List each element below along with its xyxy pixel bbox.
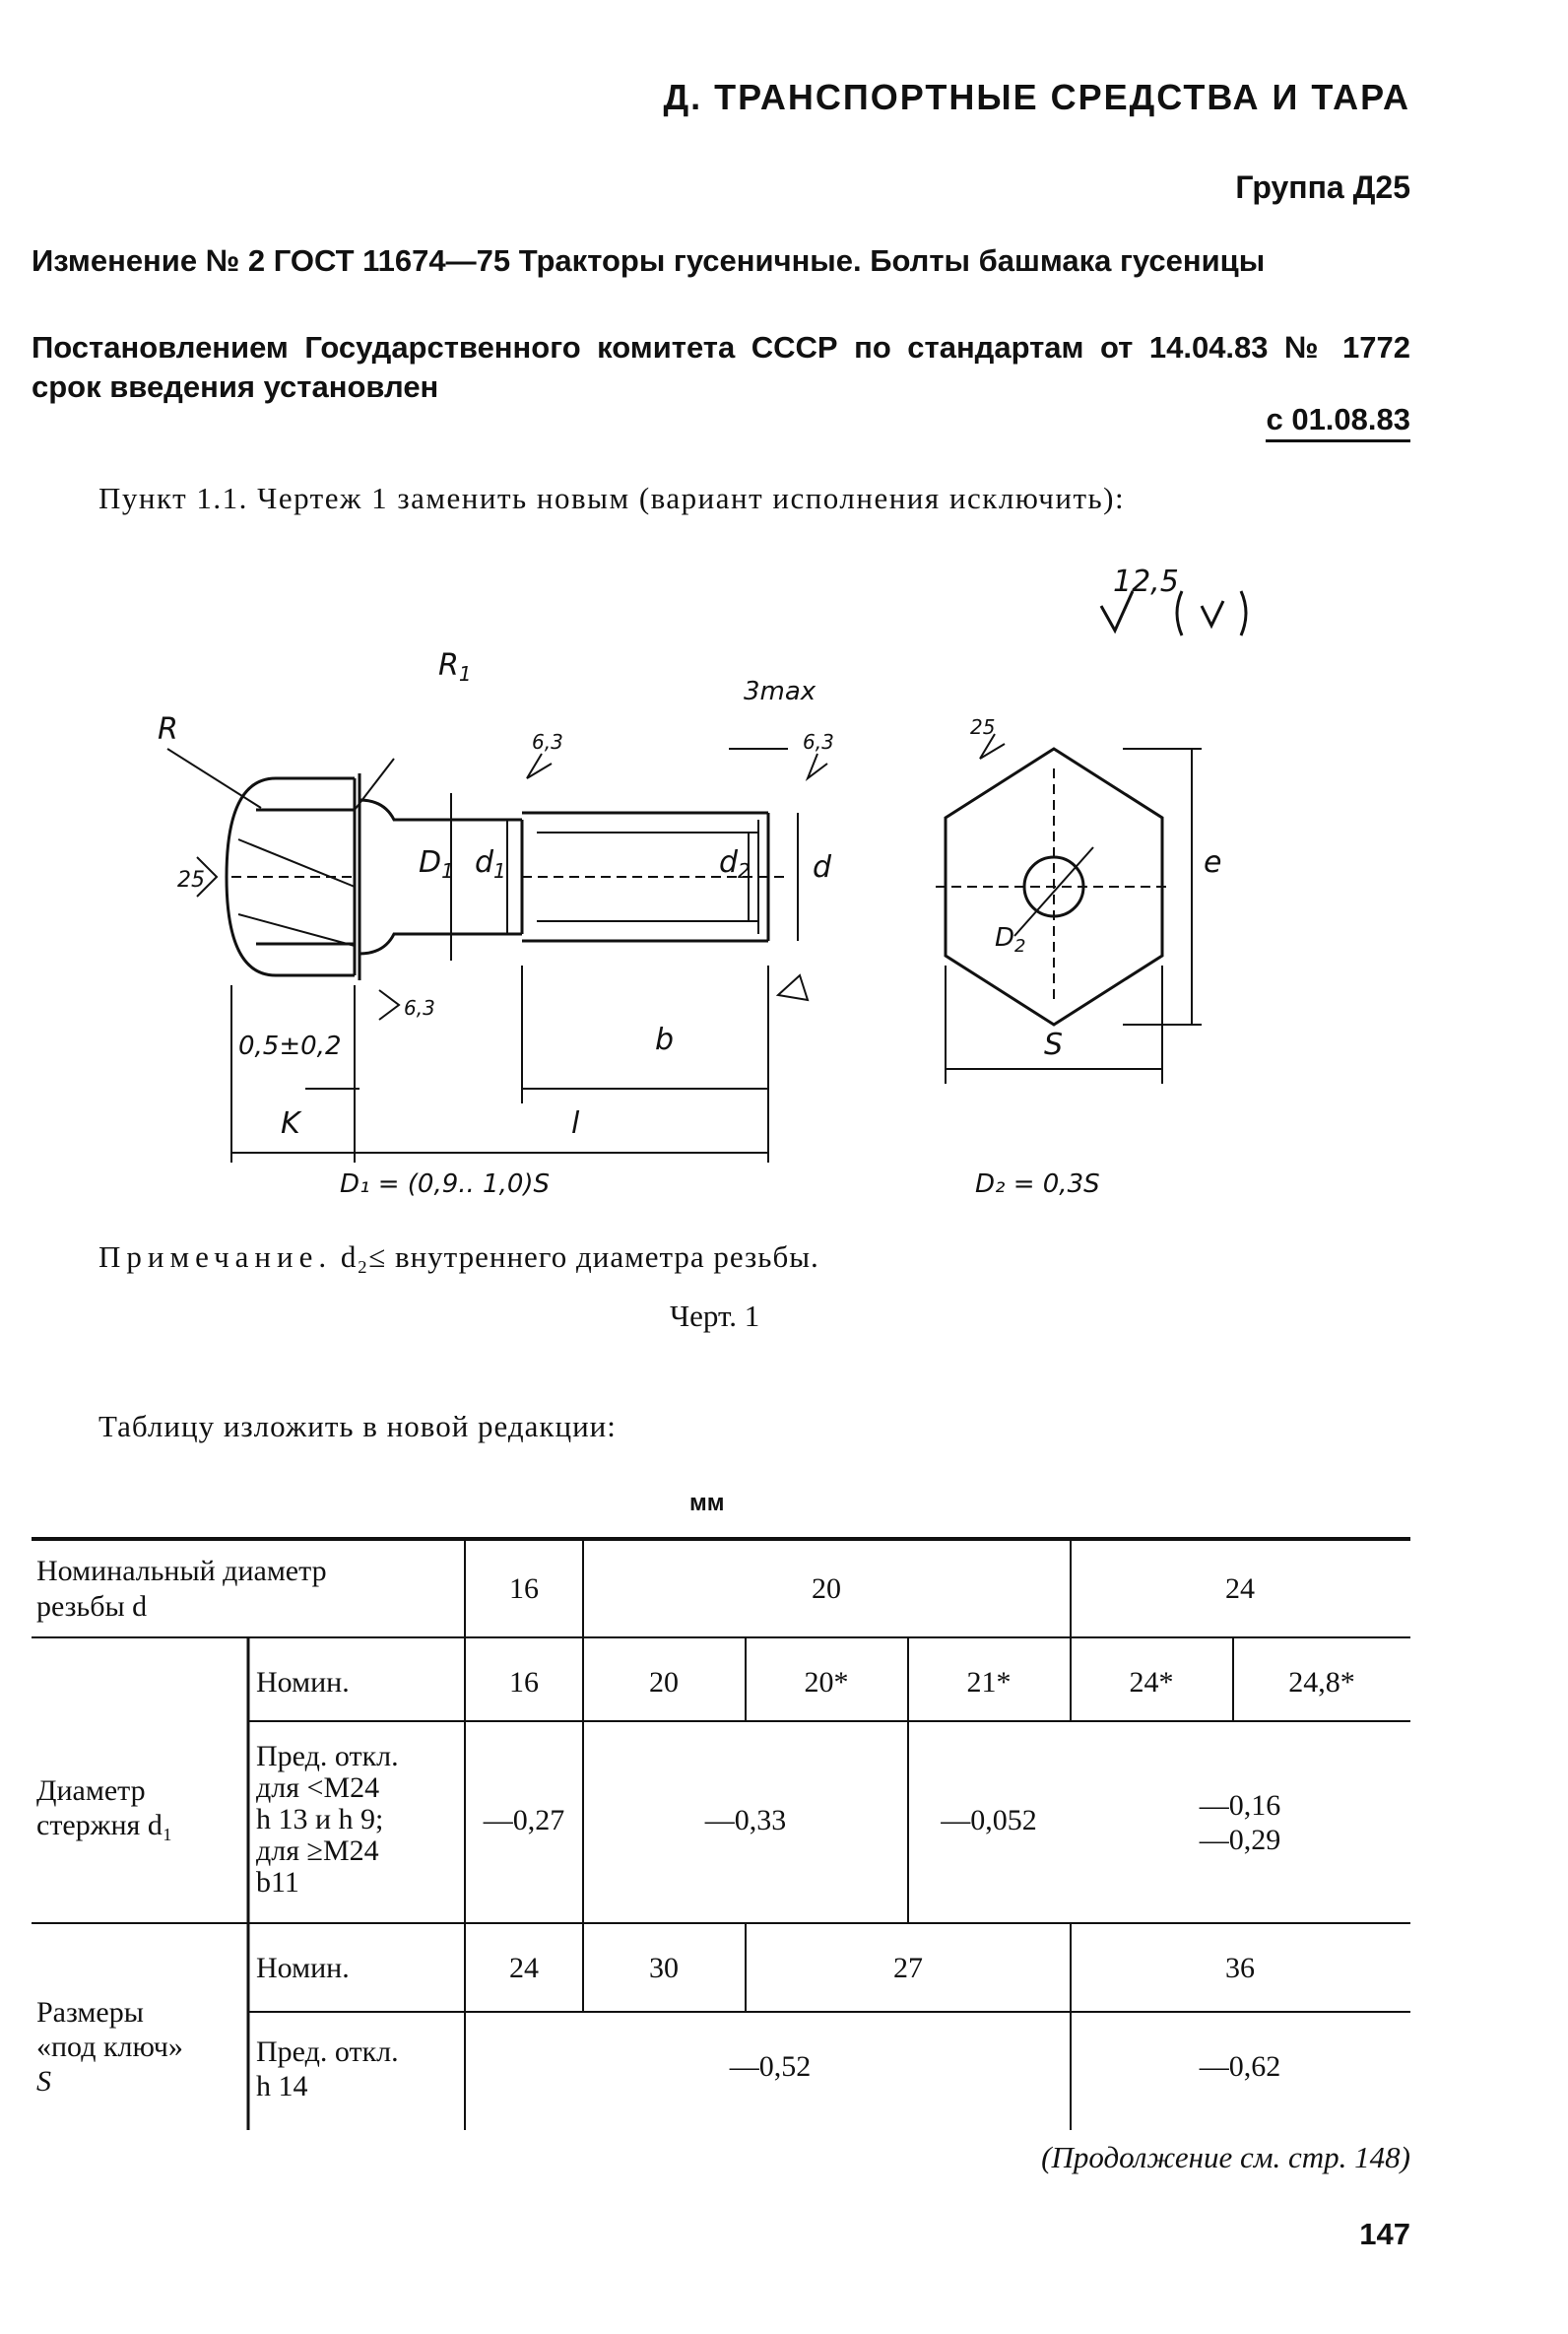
roughness-value: 12,5 <box>1113 565 1179 599</box>
d1-shank-label: $d_1$ <box>475 845 506 883</box>
s-row-label-1: Размеры <box>36 1996 144 2029</box>
d1-nom-21s: 21* <box>966 1666 1012 1699</box>
note-text <box>98 1239 819 1275</box>
d1-dev-21: —0,052 <box>941 1804 1037 1836</box>
table-intro: Таблицу изложить в новой редакции: <box>98 1409 617 1443</box>
s-dev-36: —0,62 <box>1199 2050 1281 2083</box>
s-pred-line-2: h 14 <box>256 2070 308 2102</box>
roughness-shank-label: 6,3 <box>532 730 563 754</box>
d1-nomin-label: Номин. <box>256 1666 350 1699</box>
r-label: R <box>158 712 178 747</box>
d1-pred-line-3: h 13 и h 9; <box>256 1803 384 1835</box>
formula-d1: D₁ = (0,9.. 1,0)S <box>340 1169 551 1199</box>
d-label: d <box>813 850 832 885</box>
s-nom-30: 30 <box>649 1952 679 1984</box>
s-pred-line-1: Пред. откл. <box>256 2035 399 2068</box>
k-label: K <box>281 1106 300 1141</box>
d1-pred-line-2: для <М24 <box>256 1771 380 1804</box>
page-number: 147 <box>1359 2217 1410 2251</box>
d1-pred-line-1: Пред. откл. <box>256 1740 399 1772</box>
s-nom-24: 24 <box>509 1952 539 1984</box>
section-heading: Д. ТРАНСПОРТНЫЕ СРЕДСТВА И ТАРА <box>663 77 1410 117</box>
s-row-label-2: «под ключ» <box>36 2031 183 2063</box>
figure-caption: Черт. 1 <box>670 1299 760 1333</box>
d1-dev-24-lower: —0,29 <box>1199 1824 1281 1856</box>
s-row-label-3: S <box>36 2065 51 2098</box>
d1-pred-line-4: для ≥М24 <box>256 1834 379 1867</box>
formula-d2: D₂ = 0,3S <box>975 1169 1100 1199</box>
three-max-label: 3max <box>744 677 817 706</box>
roughness-thread-label: 6,3 <box>803 730 834 754</box>
s-label: S <box>1044 1028 1064 1062</box>
tolerance-label: 0,5±0,2 <box>238 1032 342 1061</box>
d1-nom-20s: 20* <box>804 1666 849 1699</box>
d1-pred-line-5: b11 <box>256 1866 299 1899</box>
roughness-head-label: 25 <box>177 868 205 893</box>
nominal-16: 16 <box>509 1572 539 1605</box>
d1-dev-16: —0,27 <box>483 1804 565 1836</box>
d1-head-label: $D_1$ <box>419 845 454 883</box>
spec-table <box>32 1529 1410 2140</box>
d1-dev-24-upper: —0,16 <box>1199 1789 1281 1822</box>
roughness-under-label: 6,3 <box>404 996 435 1020</box>
d1-row-label-2: стержня d₁ <box>36 1809 173 1841</box>
s-nom-36: 36 <box>1225 1952 1255 1984</box>
note-body: d₂≤ внутреннего диаметра резьбы. <box>340 1239 819 1274</box>
effective-date: с 01.08.83 <box>1266 402 1410 442</box>
s-nom-27: 27 <box>893 1952 923 1984</box>
s-nomin-label: Номин. <box>256 1952 350 1984</box>
nominal-24: 24 <box>1225 1572 1255 1605</box>
s-dev-main: —0,52 <box>729 2050 812 2083</box>
nominal-diameter-label-2: резьбы d <box>36 1590 148 1623</box>
d2-hex-label: $D_2$ <box>995 923 1026 957</box>
note-label: Примечание. <box>98 1239 333 1274</box>
clause-text: Пункт 1.1. Чертеж 1 заменить новым (вариант исполнения исключить): <box>98 481 1126 515</box>
amendment-title: Изменение № 2 ГОСТ 11674—75 Тракторы гусеничные. Болты башмака гусеницы <box>32 243 1266 278</box>
d1-nom-16: 16 <box>509 1666 539 1699</box>
d1-dev-20: —0,33 <box>704 1804 787 1836</box>
bolt-drawing <box>158 552 1280 1202</box>
continuation-note: (Продолжение см. стр. 148) <box>1041 2140 1410 2174</box>
roughness-hex-label: 25 <box>970 715 996 739</box>
nominal-20: 20 <box>812 1572 841 1605</box>
d1-nom-20: 20 <box>649 1666 679 1699</box>
d1-nom-24s: 24* <box>1129 1666 1174 1699</box>
d2-label: $d_2$ <box>719 845 751 883</box>
units-label: мм <box>689 1490 725 1516</box>
group-label: Группа Д25 <box>1235 169 1410 205</box>
nominal-diameter-label: Номинальный диаметр <box>36 1555 327 1587</box>
decree-text: Постановлением Государственного комитета СССР по стандартам от 14.04.83 № 1772 срок введения установлен <box>32 330 1410 404</box>
roughness-symbol-rest <box>1202 601 1223 626</box>
d1-nom-248s: 24,8* <box>1288 1666 1355 1699</box>
d1-row-label: Диаметр <box>36 1774 146 1807</box>
r1-label: $R_1$ <box>438 648 472 686</box>
l-label: l <box>571 1106 580 1141</box>
e-label: e <box>1204 845 1222 880</box>
b-label: b <box>655 1023 675 1057</box>
